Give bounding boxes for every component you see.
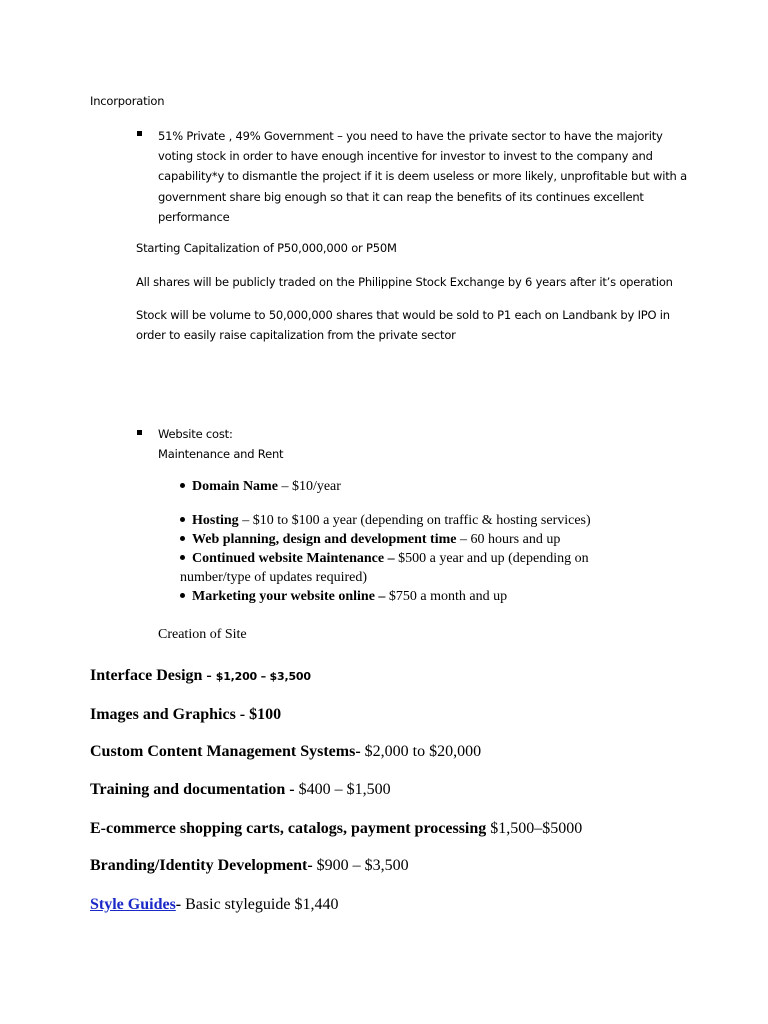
cost-item-separator: –: [374, 589, 389, 604]
site-cost-line: [90, 820, 582, 838]
cost-item-value: $10/year: [291, 479, 341, 494]
style-guides-line: [90, 896, 338, 914]
cost-list-item: [180, 588, 650, 607]
cost-list-item: [180, 531, 650, 550]
section-heading: Incorporation: [90, 94, 165, 108]
site-cost-label: Images and Graphics - $100: [90, 706, 282, 723]
cost-list-item: [180, 550, 640, 587]
style-guides-link[interactable]: Style Guides: [90, 896, 176, 913]
cost-item-label: Domain Name: [192, 479, 278, 494]
site-cost-value: $1,500–$5000: [486, 820, 583, 837]
maintenance-rent-label: Maintenance and Rent: [158, 447, 284, 461]
site-cost-line: [90, 743, 481, 761]
stock-volume-text: Stock will be volume to 50,000,000 shares that would be sold to P1 each on Landbank by IPO in order to easily raise capitalization from the private sector: [136, 308, 670, 342]
round-bullet-icon: [180, 555, 185, 560]
site-cost-label: Branding/Identity Development-: [90, 857, 313, 874]
site-cost-line: [90, 706, 281, 724]
site-cost-label: Interface Design -: [90, 667, 216, 684]
style-guides-value: Basic styleguide $1,440: [181, 896, 339, 913]
cost-item-label: Marketing your website online: [192, 589, 375, 604]
site-cost-value: $2,000 to $20,000: [360, 743, 482, 760]
shares-traded-text: All shares will be publicly traded on the Philippine Stock Exchange by 6 years after it’s operation: [136, 275, 673, 289]
cost-list-item: [180, 478, 650, 497]
cost-item-value: $10 to $100 a year (depending on traffic & hosting services): [252, 513, 591, 528]
square-bullet-icon: [137, 430, 142, 435]
cost-item-label: Continued website Maintenance: [192, 551, 385, 566]
website-cost-label: Website cost:: [158, 427, 233, 441]
site-cost-line: [90, 781, 391, 799]
cost-item-separator: –: [456, 532, 471, 547]
round-bullet-icon: [180, 483, 185, 488]
site-cost-value: $400 – $1,500: [298, 781, 391, 798]
site-cost-line: [90, 857, 409, 875]
cost-item-label: Hosting: [192, 513, 239, 528]
style-guides-dash: -: [175, 896, 182, 913]
site-cost-label: E-commerce shopping carts, catalogs, payment processing: [90, 820, 487, 837]
round-bullet-icon: [180, 593, 185, 598]
cost-item-value: $500 a year and up (depending on number/type of updates required): [180, 551, 589, 585]
website-cost-block: [158, 424, 283, 464]
site-cost-value: $900 – $3,500: [312, 857, 409, 874]
site-cost-label: Custom Content Management Systems-: [90, 743, 361, 760]
cost-item-separator: –: [277, 479, 292, 494]
round-bullet-icon: [180, 517, 185, 522]
site-cost-value: $1,200 – $3,500: [215, 670, 311, 683]
capitalization-text: Starting Capitalization of P50,000,000 or P50M: [136, 241, 397, 255]
cost-item-separator: –: [384, 551, 399, 566]
round-bullet-icon: [180, 536, 185, 541]
cost-item-value: $750 a month and up: [388, 589, 508, 604]
cost-list-item: [180, 512, 650, 531]
cost-item-label: Web planning, design and development time: [192, 532, 457, 547]
creation-of-site-label: Creation of Site: [158, 627, 247, 642]
site-cost-label: Training and documentation -: [90, 781, 299, 798]
cost-item-value: 60 hours and up: [470, 532, 561, 547]
site-cost-line: [90, 667, 311, 685]
ownership-bullet-text: 51% Private , 49% Government – you need to have the private sector to have the majority voting stock in order to have enough incentive for investor to invest to the company and capability*y to dismantle the project if it is deem useless or more likely, unprofitable but with a government share big enough so that it can reap the benefits of its continues excellent performance: [158, 129, 687, 224]
square-bullet-icon: [137, 131, 142, 136]
cost-item-separator: –: [238, 513, 253, 528]
